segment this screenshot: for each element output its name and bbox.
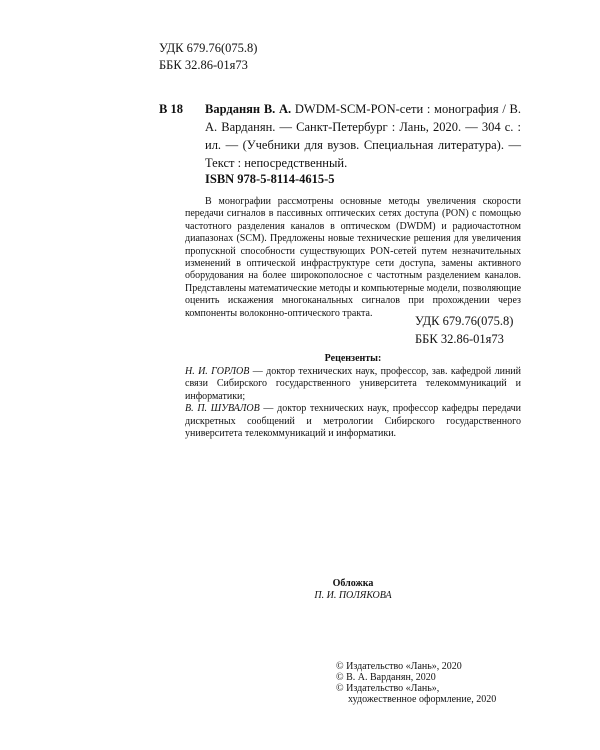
bibliographic-description bbox=[205, 100, 521, 172]
cover-designer-name: П. И. ПОЛЯКОВА bbox=[314, 590, 392, 601]
reviewers-heading: Рецензенты: bbox=[324, 353, 382, 364]
copyright-line: © Издательство «Лань», bbox=[336, 683, 440, 694]
copyright-line: © В. А. Варданян, 2020 bbox=[336, 672, 436, 683]
reviewer-name: В. П. ШУВАЛОВ bbox=[185, 403, 260, 415]
reviewer-item bbox=[185, 403, 521, 440]
reviewer-item bbox=[185, 366, 521, 403]
copyright-block bbox=[336, 661, 496, 705]
cover-credit-title: Обложка bbox=[332, 578, 374, 589]
bbk-code: ББК 32.86-01я73 bbox=[159, 58, 248, 72]
cover-credit bbox=[185, 578, 521, 602]
bottom-classification-codes bbox=[415, 312, 513, 348]
top-classification-codes bbox=[159, 40, 257, 74]
catalog-entry bbox=[159, 100, 521, 172]
udk-code: УДК 679.76(075.8) bbox=[159, 41, 258, 55]
reviewers-list bbox=[185, 366, 521, 440]
reviewer-name: Н. И. ГОРЛОВ bbox=[185, 366, 250, 377]
author-mark: В 18 bbox=[159, 102, 183, 116]
annotation: В монографии рассмотрены основные методы увеличения скорости передачи сигналов в пассивных оптических сетях доступа (PON) с помощью частотного разделения каналов в оптическом (DWDM) и радиочастотном диапазонах (SCM). Предложены новые технические решения для увеличения пропускной способности существующих PON-сетей путем незначительных изменений в оптической инфраструктуре сети доступа, замены активного оборудования на более широкополосное с частотным разделением каналов. Представлены математические методы и компьютерные модели, позволяющие оценить искажения многоканальных сигналов при прохождении через компоненты волоконно-оптического тракта. bbox=[185, 196, 522, 319]
udk-code: УДК 679.76(075.8) bbox=[415, 314, 514, 328]
bbk-code: ББК 32.86-01я73 bbox=[415, 332, 504, 346]
reviewer-credentials: — доктор технических наук, профессор, зав. кафедрой линий связи Сибирского государственного университета телекоммуникаций и информатики; bbox=[185, 366, 522, 402]
entry-author: Варданян В. А. bbox=[205, 102, 292, 116]
copyright-line: © Издательство «Лань», 2020 bbox=[336, 661, 462, 672]
copyright-line: художественное оформление, 2020 bbox=[348, 694, 497, 705]
entry-description: DWDM-SCM-PON-сети : монография / В. А. Варданян. — Санкт-Петербург : Лань, 2020. — 304 с. : ил. — (Учебники для вузов. Специальная литература). — Текст : непосредственный. bbox=[205, 102, 521, 170]
isbn: ISBN 978-5-8114-4615-5 bbox=[205, 172, 335, 186]
reviewer-credentials: — доктор технических наук, профессор кафедры передачи дискретных сообщений и метрологии Сибирского государственного университета телекоммуникаций и информатики. bbox=[185, 403, 521, 440]
